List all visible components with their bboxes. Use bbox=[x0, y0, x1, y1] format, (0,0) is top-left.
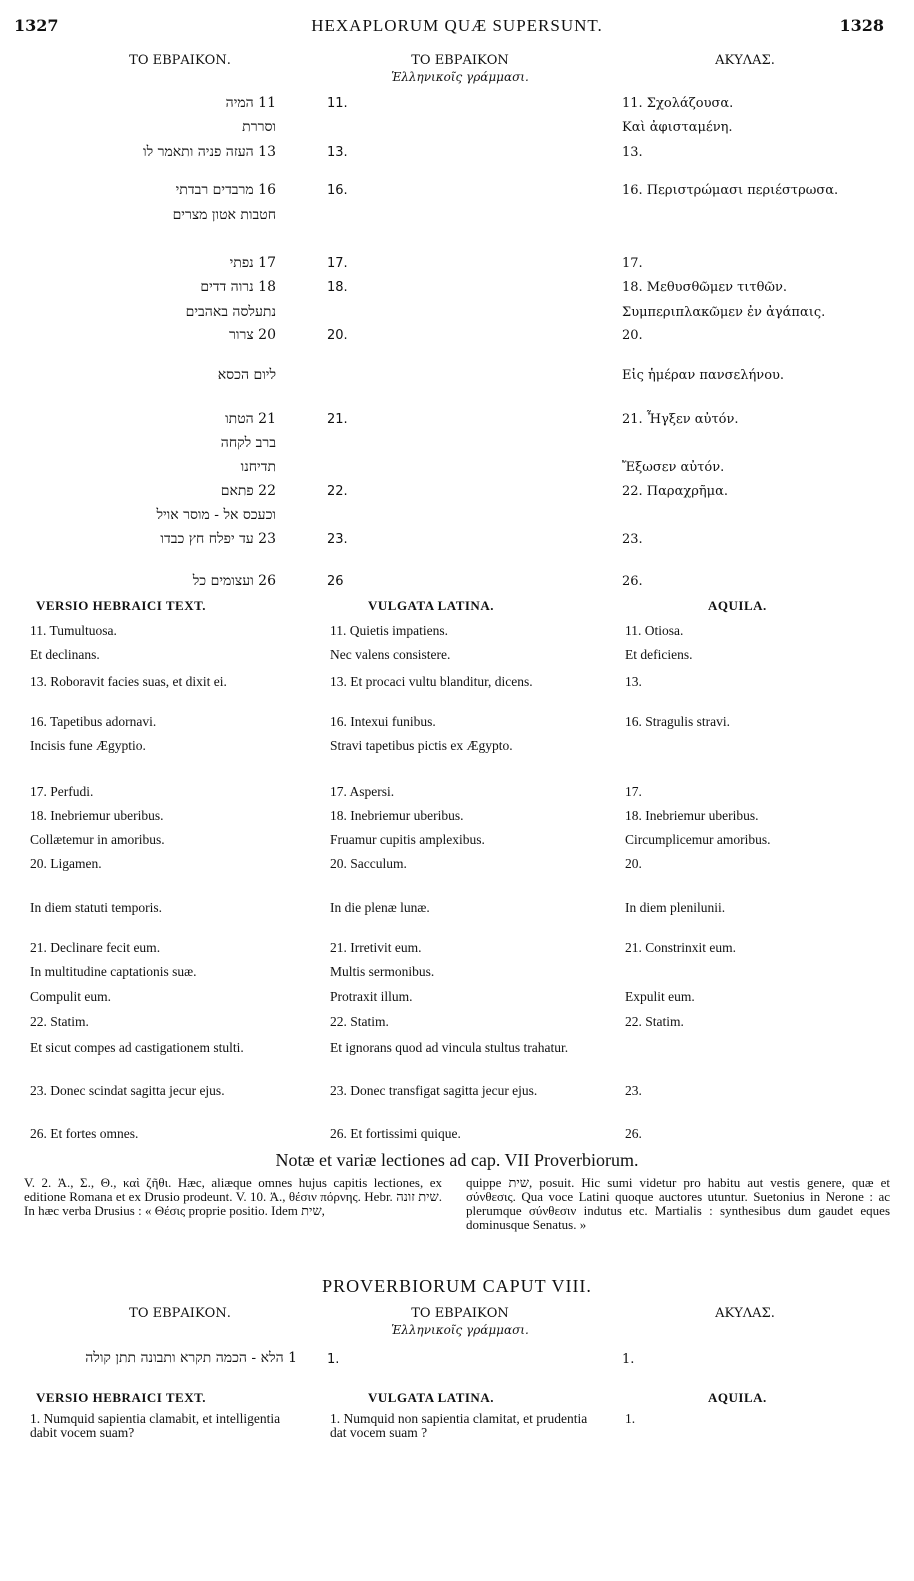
verse-row bbox=[0, 460, 914, 480]
chapter-title: PROVERBIORUM CAPUT VIII. bbox=[322, 1276, 592, 1296]
ch-transliteration: 1. bbox=[327, 1352, 340, 1367]
versio-text: Compulit eum. bbox=[30, 989, 111, 1004]
col-heading-hebrew: ΤΟ ΕΒΡΑΙΚΟΝ. bbox=[129, 53, 231, 68]
transliteration-text: 20. bbox=[327, 328, 348, 343]
aquila-latin-text: Expulit eum. bbox=[625, 989, 695, 1004]
hebrew-text: 21 הטתו bbox=[225, 411, 276, 427]
aquila-text: 22. Παραχρῆμα. bbox=[622, 484, 729, 499]
versio-text: 13. Roboravit facies suas, et dixit ei. bbox=[30, 674, 227, 689]
verse-row bbox=[0, 368, 914, 388]
transliteration-text: 26 bbox=[327, 574, 344, 589]
col-heading-aquila-latin: AQUILA. bbox=[708, 598, 767, 613]
versio-text: 22. Statim. bbox=[30, 1014, 89, 1029]
hebrew-text: 17 נפתי bbox=[229, 255, 276, 271]
versio-text: Et sicut compes ad castigationem stulti. bbox=[30, 1040, 244, 1055]
verse-row bbox=[0, 208, 914, 228]
ch-col-heading-versio: VERSIO HEBRAICI TEXT. bbox=[36, 1390, 207, 1405]
aquila-text: 20. bbox=[622, 328, 643, 343]
aquila-text: 11. Σχολάζουσα. bbox=[622, 96, 734, 111]
verse-row bbox=[0, 508, 914, 528]
vulgata-text: Stravi tapetibus pictis ex Ægypto. bbox=[330, 738, 513, 753]
hebrew-text: 20 צרור bbox=[229, 327, 276, 343]
aquila-text: 23. bbox=[622, 532, 643, 547]
ch-hebrew-verse: 1 הלא - הכמה תקרא ותבונה תתן קולה bbox=[85, 1350, 297, 1366]
versio-text: 18. Inebriemur uberibus. bbox=[30, 808, 164, 823]
aquila-text: 16. Περιστρώμασι περιέστρωσα. bbox=[622, 183, 839, 198]
aquila-latin-text: In diem plenilunii. bbox=[625, 900, 726, 915]
verse-row bbox=[0, 256, 914, 276]
transliteration-text: 17. bbox=[327, 256, 348, 271]
versio-text: Et declinans. bbox=[30, 647, 100, 662]
vulgata-text: Protraxit illum. bbox=[330, 989, 413, 1004]
vulgata-text: Et ignorans quod ad vincula stultus trahatur. bbox=[330, 1040, 569, 1055]
versio-text: 21. Declinare fecit eum. bbox=[30, 940, 161, 955]
hebrew-text: חטבות אטון מצרים bbox=[172, 207, 276, 223]
vulgata-text: 13. Et procaci vultu blanditur, dicens. bbox=[330, 674, 533, 689]
ch-aquila-text: 1. bbox=[625, 1411, 636, 1426]
ch-col-heading-vulgata: VULGATA LATINA. bbox=[368, 1390, 494, 1405]
hebrew-text: 16 מרבדים רבדתי bbox=[175, 182, 276, 198]
hebrew-text: תדיחנו bbox=[240, 459, 276, 475]
aquila-text: Ἔξωσεν αὐτόν. bbox=[622, 460, 725, 475]
versio-text: 11. Tumultuosa. bbox=[30, 623, 117, 638]
ch-aquila: 1. bbox=[622, 1352, 635, 1367]
hebrew-text: 23 עד יפלח חץ כבדו bbox=[160, 531, 276, 547]
ch-col-heading-aquila-latin: AQUILA. bbox=[708, 1390, 767, 1405]
aquila-text: Συμπεριπλακῶμεν ἐν ἀγάπαις. bbox=[622, 305, 826, 320]
transliteration-text: 16. bbox=[327, 183, 348, 198]
aquila-latin-text: 23. bbox=[625, 1083, 642, 1098]
versio-text: Collætemur in amoribus. bbox=[30, 832, 165, 847]
verse-row bbox=[0, 183, 914, 203]
aquila-latin-text: 20. bbox=[625, 856, 642, 871]
vulgata-text: 18. Inebriemur uberibus. bbox=[330, 808, 464, 823]
aquila-text: 26. bbox=[622, 574, 643, 589]
ch-vulgata-text: 1. Numquid non sapientia clamitat, et prudentia dat vocem suam ? bbox=[330, 1411, 588, 1440]
hebrew-text: 13 העזה פניה ותאמר לו bbox=[143, 144, 276, 160]
aquila-text: 13. bbox=[622, 145, 643, 160]
vulgata-text: In die plenæ lunæ. bbox=[330, 900, 430, 915]
vulgata-text: 16. Intexui funibus. bbox=[330, 714, 436, 729]
transliteration-text: 21. bbox=[327, 412, 348, 427]
vulgata-text: 26. Et fortissimi quique. bbox=[330, 1126, 461, 1141]
aquila-text: 18. Μεθυσθῶμεν τιτθῶν. bbox=[622, 280, 788, 295]
aquila-latin-text: 13. bbox=[625, 674, 642, 689]
running-header bbox=[0, 16, 914, 40]
verse-row bbox=[0, 280, 914, 300]
ch-col-heading-hebrew-greek: ΤΟ ΕΒΡΑΙΚΟΝ Ἑλληνικοῖς γράμμασι. bbox=[391, 1306, 529, 1337]
versio-text: 26. Et fortes omnes. bbox=[30, 1126, 139, 1141]
aquila-latin-text: 18. Inebriemur uberibus. bbox=[625, 808, 759, 823]
col-heading-aquila: ΑΚΥΛΑΣ. bbox=[715, 53, 775, 68]
verse-row bbox=[0, 532, 914, 552]
vulgata-text: Nec valens consistere. bbox=[330, 647, 451, 662]
vulgata-text: 22. Statim. bbox=[330, 1014, 389, 1029]
col-heading-hebrew-greek: ΤΟ ΕΒΡΑΙΚΟΝ Ἑλληνικοῖς γράμμασι. bbox=[391, 53, 529, 84]
aquila-latin-text: 26. bbox=[625, 1126, 642, 1141]
vulgata-text: 23. Donec transfigat sagitta jecur ejus. bbox=[330, 1083, 538, 1098]
verse-row bbox=[0, 328, 914, 348]
aquila-text: Καὶ ἀφισταμένη. bbox=[622, 120, 733, 135]
ch-versio-text: 1. Numquid sapientia clamabit, et intelligentia dabit vocem suam? bbox=[30, 1411, 281, 1440]
col-heading-versio: VERSIO HEBRAICI TEXT. bbox=[36, 598, 207, 613]
verse-row bbox=[0, 484, 914, 504]
verse-row bbox=[0, 120, 914, 140]
ch-col-heading-hebrew: ΤΟ ΕΒΡΑΙΚΟΝ. bbox=[129, 1306, 231, 1321]
aquila-latin-text: 21. Constrinxit eum. bbox=[625, 940, 736, 955]
aquila-text: 21. Ἦγξεν αὐτόν. bbox=[622, 412, 739, 427]
aquila-text: Εἰς ἡμέραν πανσελήνου. bbox=[622, 368, 785, 383]
transliteration-text: 13. bbox=[327, 145, 348, 160]
versio-text: 23. Donec scindat sagitta jecur ejus. bbox=[30, 1083, 225, 1098]
transliteration-text: 18. bbox=[327, 280, 348, 295]
aquila-latin-text: Et deficiens. bbox=[625, 647, 693, 662]
verse-row bbox=[0, 412, 914, 432]
versio-text: Incisis fune Ægyptio. bbox=[30, 738, 146, 753]
aquila-latin-text: Circumplicemur amoribus. bbox=[625, 832, 771, 847]
verse-row bbox=[0, 96, 914, 116]
hebrew-text: 11 המיה bbox=[225, 95, 276, 111]
hebrew-text: 22 פתאם bbox=[220, 483, 276, 499]
hebrew-text: נתעלסה באהבים bbox=[185, 304, 276, 320]
versio-text: 17. Perfudi. bbox=[30, 784, 94, 799]
vulgata-text: 20. Sacculum. bbox=[330, 856, 407, 871]
hebrew-text: 18 נרוה דדים bbox=[200, 279, 276, 295]
transliteration-text: 23. bbox=[327, 532, 348, 547]
aquila-text: 17. bbox=[622, 256, 643, 271]
aquila-latin-text: 22. Statim. bbox=[625, 1014, 684, 1029]
verse-row bbox=[0, 436, 914, 456]
vulgata-text: 17. Aspersi. bbox=[330, 784, 395, 799]
transliteration-text: 11. bbox=[327, 96, 348, 111]
ch-col-heading-aquila: ΑΚΥΛΑΣ. bbox=[715, 1306, 775, 1321]
hebrew-text: ברב לקחה bbox=[220, 435, 276, 451]
col-heading-vulgata: VULGATA LATINA. bbox=[368, 598, 494, 613]
notes-right-column: quippe שית, posuit. Hic sumi videtur pro habitu aut vestis genere, quæ et σύνθεσις. Qua voce Latini quoque auctores utuntur. Suetonius in Nerone : ac plerumque σύνθεσιν indutus etc. Martialis : synthesibus dum gaudet eques dominusque Senatus. » bbox=[466, 1175, 890, 1232]
aquila-latin-text: 11. Otiosa. bbox=[625, 623, 684, 638]
verse-row bbox=[0, 305, 914, 325]
versio-text: In diem statuti temporis. bbox=[30, 900, 162, 915]
hebrew-text: 26 ועצומים כל bbox=[192, 573, 276, 589]
hebrew-text: ליום הכסא bbox=[217, 367, 276, 383]
vulgata-text: 21. Irretivit eum. bbox=[330, 940, 422, 955]
aquila-latin-text: 17. bbox=[625, 784, 642, 799]
notes-title: Notæ et variæ lectiones ad cap. VII Proverbiorum. bbox=[275, 1150, 639, 1170]
notes-left-column: V. 2. Ἀ., Σ., Θ., καὶ ζῆθι. Hæc, aliæque omnes hujus capitis lectiones, ex editione Romana et ex Drusio prodeunt. V. 10. Ἀ., θέσιν πόρνης. Hebr. שית זונה. In hæc verba Drusius : « Θέσις proprie positio. Idem שית, bbox=[24, 1175, 443, 1218]
ch-verse-row bbox=[0, 1348, 914, 1388]
page-number-right: 1328 bbox=[839, 16, 884, 35]
versio-text: 20. Ligamen. bbox=[30, 856, 102, 871]
verse-row bbox=[0, 574, 914, 594]
vulgata-text: Multis sermonibus. bbox=[330, 964, 435, 979]
vulgata-text: 11. Quietis impatiens. bbox=[330, 623, 448, 638]
aquila-latin-text: 16. Stragulis stravi. bbox=[625, 714, 730, 729]
versio-text: 16. Tapetibus adornavi. bbox=[30, 714, 157, 729]
transliteration-text: 22. bbox=[327, 484, 348, 499]
verse-row bbox=[0, 145, 914, 165]
page-number-left: 1327 bbox=[14, 16, 59, 35]
vulgata-text: Fruamur cupitis amplexibus. bbox=[330, 832, 485, 847]
versio-text: In multitudine captationis suæ. bbox=[30, 964, 197, 979]
running-title: HEXAPLORUM QUÆ SUPERSUNT. bbox=[311, 16, 603, 35]
hebrew-text: וכעכס אל - מוסר אויל bbox=[156, 507, 276, 523]
hebrew-text: וסררת bbox=[242, 119, 276, 135]
